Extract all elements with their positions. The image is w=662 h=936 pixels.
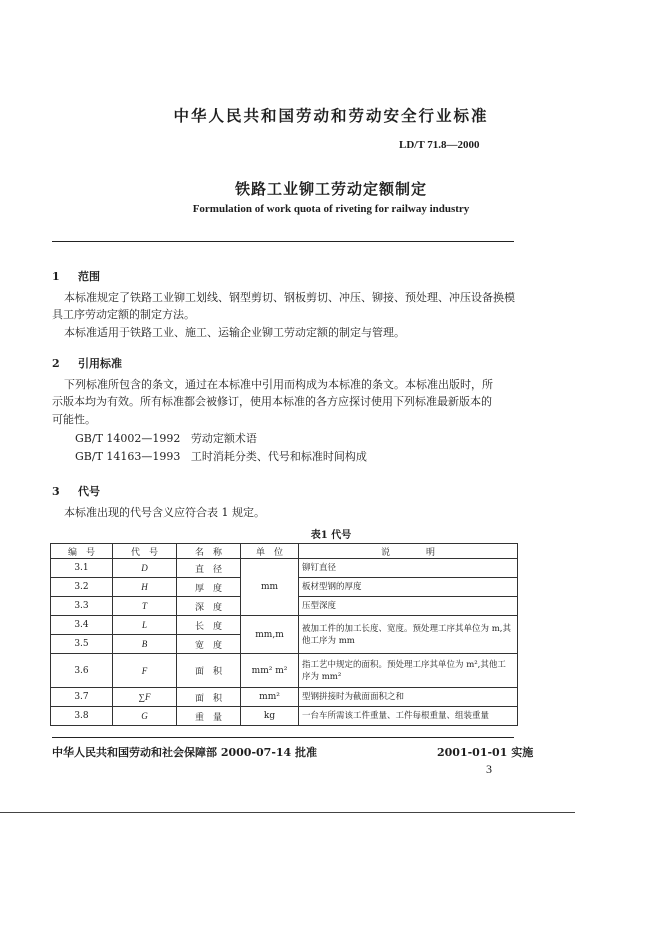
row-code: T (113, 597, 177, 616)
row-code: B (113, 635, 177, 654)
code-table (50, 543, 518, 726)
implementation-date: 2001-01-01 实施 (437, 746, 534, 759)
header-divider (52, 241, 514, 242)
header-name: 名 称 (177, 544, 241, 559)
table-row (51, 654, 518, 688)
row-description: 压型深度 (299, 597, 518, 616)
row-code: H (113, 578, 177, 597)
row-description: 被加工件的加工长度、宽度。预处理工序其单位为 m,其他工序为 mm (299, 616, 518, 654)
header-code: 代 号 (113, 544, 177, 559)
row-number: 3.7 (51, 688, 113, 707)
section-3-heading (52, 483, 100, 499)
section-3-number: 3 (52, 485, 60, 498)
table-row (51, 559, 518, 578)
table-row (51, 616, 518, 635)
header-unit: 单 位 (241, 544, 299, 559)
table-header-row (51, 544, 518, 559)
row-description: 型钢拼接时为截面面积之和 (299, 688, 518, 707)
section-1-paragraph-1-line-2: 具工序劳动定额的制定方法。 (52, 308, 195, 321)
row-unit: mm (241, 559, 299, 616)
row-name: 面 积 (177, 688, 241, 707)
header-description: 说 明 (299, 544, 518, 559)
row-code: ∑F (113, 688, 177, 707)
header-number: 编 号 (51, 544, 113, 559)
section-3-paragraph: 本标准出现的代号含义应符合表 1 规定。 (64, 506, 265, 519)
row-name: 宽 度 (177, 635, 241, 654)
row-number: 3.6 (51, 654, 113, 688)
row-number: 3.5 (51, 635, 113, 654)
footer-divider (52, 737, 514, 738)
row-number: 3.4 (51, 616, 113, 635)
row-number: 3.8 (51, 707, 113, 726)
row-name: 直 径 (177, 559, 241, 578)
section-1-number: 1 (52, 270, 60, 283)
standard-header-title: 中华人民共和国劳动和劳动安全行业标准 (173, 106, 489, 125)
row-unit: mm² (241, 688, 299, 707)
section-2-paragraph-line-3: 可能性。 (52, 413, 96, 426)
row-unit: kg (241, 707, 299, 726)
section-2-paragraph-line-2: 示版本均为有效。所有标准都会被修订，使用本标准的各方应探讨使用下列标准最新版本的 (52, 395, 492, 408)
section-1-paragraph-1-line-1: 本标准规定了铁路工业铆工划线、钢型剪切、钢板剪切、冲压、铆接、预处理、冲压设备换模 (64, 291, 515, 304)
section-1-title: 范围 (78, 270, 100, 283)
row-name: 长 度 (177, 616, 241, 635)
section-1-paragraph-2: 本标准适用于铁路工业、施工、运输企业铆工劳动定额的制定与管理。 (64, 326, 405, 339)
section-2-title: 引用标准 (78, 357, 122, 370)
row-code: G (113, 707, 177, 726)
row-name: 深 度 (177, 597, 241, 616)
section-2-paragraph-line-1: 下列标准所包含的条文，通过在本标准中引用而构成为本标准的条文。本标准出版时，所 (64, 378, 493, 391)
reference-standard-2 (75, 448, 367, 465)
reference-2-code: GB/T 14163—1993 (75, 450, 181, 463)
row-number: 3.1 (51, 559, 113, 578)
section-3-title: 代号 (78, 485, 100, 498)
table-row (51, 707, 518, 726)
document-title: 铁路工业铆工劳动定额制定 (234, 180, 427, 198)
table-row (51, 688, 518, 707)
table-caption: 表1 代号 (310, 530, 352, 541)
reference-1-code: GB/T 14002—1992 (75, 432, 181, 445)
row-code: F (113, 654, 177, 688)
row-unit: mm,m (241, 616, 299, 654)
approval-statement: 中华人民共和国劳动和社会保障部 2000-07-14 批准 (52, 746, 318, 759)
row-code: D (113, 559, 177, 578)
standard-code: LD/T 71.8—2000 (399, 139, 480, 151)
section-1-heading (52, 268, 100, 284)
row-name: 面 积 (177, 654, 241, 688)
page-number: 3 (486, 762, 492, 776)
reference-2-title: 工时消耗分类、代号和标准时间构成 (190, 450, 367, 463)
reference-1-title: 劳动定额术语 (190, 432, 257, 445)
row-description: 板材型钢的厚度 (299, 578, 518, 597)
section-2-number: 2 (52, 357, 60, 370)
scan-edge-line (0, 812, 575, 813)
reference-standard-1 (75, 430, 257, 447)
row-name: 重 量 (177, 707, 241, 726)
row-code: L (113, 616, 177, 635)
row-number: 3.2 (51, 578, 113, 597)
document-title-english: Formulation of work quota of riveting for railway industry (192, 203, 470, 215)
section-2-heading (52, 355, 122, 371)
row-number: 3.3 (51, 597, 113, 616)
row-description: 指工艺中规定的面积。预处理工序其单位为 m²,其他工序为 mm² (299, 654, 518, 688)
row-description: 铆钉直径 (299, 559, 518, 578)
row-description: 一台车所需该工件重量、工件每根重量、组装重量 (299, 707, 518, 726)
row-unit: mm² m² (241, 654, 299, 688)
row-name: 厚 度 (177, 578, 241, 597)
